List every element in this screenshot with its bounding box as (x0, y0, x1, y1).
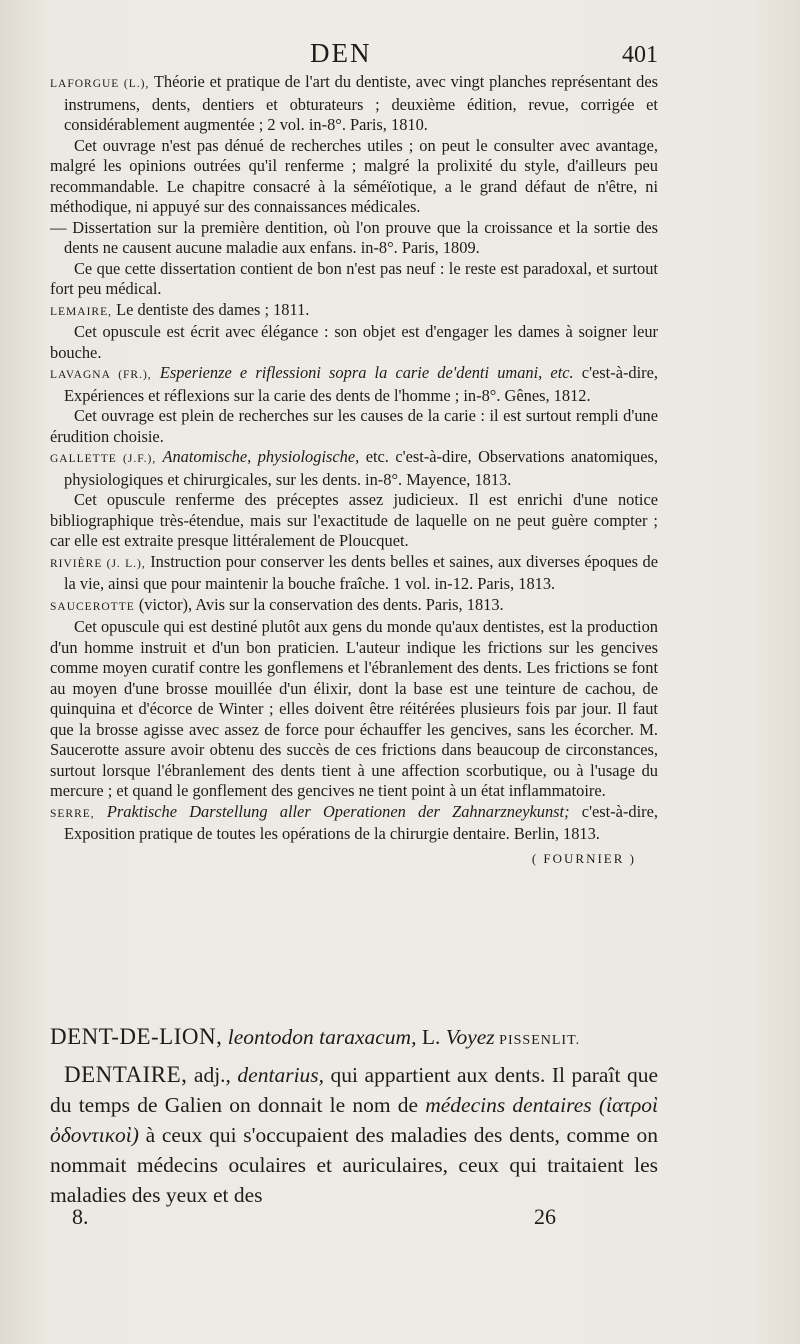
page-number: 401 (622, 42, 658, 68)
author-name: LAFORGUE (L.), (50, 78, 150, 90)
author-name: SAUCEROTTE (50, 600, 135, 613)
page-footer (0, 1204, 800, 1234)
author-signature: ( FOURNIER ) (531, 850, 636, 866)
entry-text: c'est-à-dire, Exposition pratique de toutes les opérations de la chirurgie dentaire. Berlin, 1813. (64, 801, 658, 843)
headword: DENT-DE-LION, (50, 1024, 223, 1049)
entry-lemaire (50, 300, 658, 323)
latin-name: dentarius, (230, 1063, 325, 1087)
entry-text: etc. c'est-à-dire, Observations anatomiques, physiologiques et chirurgicales, sur les dents. in-8°. Mayence, 1813. (64, 447, 658, 489)
definition-text: qui appartient aux dents. Il paraît que du temps de Galien on donnait le nom de (50, 1063, 658, 1117)
entry-text: Le dentiste des dames ; 1811. (111, 299, 310, 319)
entry-dissertation: — Dissertation sur la première dentition, où l'on prouve que la croissance et la sortie des dents ne causent aucune maladie aux enfans. in-8°. Paris, 1809. (50, 217, 658, 257)
entry-text: Instruction pour conserver les dents belles et saines, aux diverses époques de la vie, ainsi que pour maintenir la bouche fraîche. 1 vol. in-12. Paris, 1813. (64, 551, 659, 593)
commentary: Cet ouvrage est plein de recherches sur les causes de la carie : il est surtout rempli d'une érudition choisie. (50, 406, 658, 446)
definition-text: à ceux qui s'occupaient des maladies des dents, comme on nommait médecins oculaires et auriculaires, ceux qui traitaient les maladies des yeux et des (50, 1123, 658, 1207)
entry-riviere (50, 552, 658, 595)
commentary: Cet opuscule renferme des préceptes assez judicieux. Il est enrichi d'une notice bibliographique très-étendue, mais sur l'exactitude de laquelle on ne peut guère compter ; car elle est extraite presque littéralement de Ploucquet. (50, 490, 658, 550)
author-name: RIVIÈRE (J. L.), (50, 557, 146, 570)
entry-serre (50, 802, 658, 845)
entry-dentaire (50, 1060, 658, 1210)
part-of-speech: adj., (187, 1063, 231, 1087)
dictionary-entries (50, 1022, 658, 1210)
author-name: LEMAIRE, (50, 305, 112, 318)
entry-gallette (50, 447, 658, 490)
commentary: Cet opuscule qui est destiné plutôt aux gens du monde qu'aux dentistes, est la production d'un homme instruit et d'un bon praticien. L'auteur indique les frictions sur les gencives comme moyen curatif contre les gonflemens et l'ébranlement des dents. Les frictions se font au moyen d'une brosse mouillée d'un élixir, dont la base est une teinture de cachou, de quinquina et d'écorce de Winter ; elles doivent être réitérées plusieurs fois par jour. Il faut que la brosse agisse avec assez de force pour échauffer les gencives, sans les écorcher. M. Saucerotte assure avoir obtenu des succès de ces frictions dans beaucoup de circonstances, surtout lorsque l'ébranlement des dents tient à une affection scorbutique, ou à l'usage du mercure ; et quand le gonflement des gencives ne tient point à un état inflammatoire. (50, 617, 658, 800)
latin-name: leontodon taraxacum, (222, 1025, 417, 1049)
entry-lavagna (50, 363, 658, 406)
entry-saucerotte (50, 595, 658, 618)
work-title: Anatomische, physiologische, (156, 447, 360, 466)
gathering-number: 26 (534, 1204, 556, 1229)
entry-laforgue (50, 72, 658, 136)
entry-text: Théorie et pratique de l'art du dentiste, avec vingt planches représentant des instrumens, dents, dentiers et obturateurs ; deuxième édition, revue, corrigée et considérablement augmentée ; 2 vol. in-8°. Paris, 1810. (64, 72, 658, 134)
headword: DENTAIRE, (64, 1062, 188, 1087)
running-head: DEN (310, 38, 372, 68)
term: médecins dentaires (418, 1093, 592, 1117)
entry-text: c'est-à-dire, Expériences et réflexions sur la carie des dents de l'homme ; in-8°. Gênes, 1812. (64, 363, 659, 405)
work-title: Praktische Darstellung aller Operationen der Zahnarzneykunst; (94, 801, 570, 821)
entry-dent-de-lion (50, 1022, 658, 1056)
page-header (0, 38, 800, 72)
work-title: Esperienze e riflessioni sopra la carie de'denti umani, etc. (151, 363, 574, 382)
author-name: GALLETTE (J.F.), (50, 453, 157, 465)
bibliography-section (50, 72, 658, 869)
commentary: Ce que cette dissertation contient de bon n'est pas neuf : le reste est paradoxal, et surtout fort peu médical. (50, 258, 658, 298)
entry-text: (victor), Avis sur la conservation des dents. Paris, 1813. (134, 594, 504, 614)
signature-mark: 8. (72, 1204, 89, 1229)
author-name: SERRE, (50, 807, 95, 820)
cross-reference: PISSENLIT. (494, 1033, 581, 1048)
author-name: LAVAGNA (FR.), (50, 369, 152, 381)
abbreviation: L. (416, 1025, 441, 1049)
commentary: Cet ouvrage n'est pas dénué de recherches utiles ; on peut le consulter avec avantage, malgré les opinions outrées qu'il renferme ; malgré la prolixité du style, d'ailleurs peu recommandable. Le chapitre consacré à la séméïotique, a le grand défaut de n'être, ni méthodique, ni appuyé sur des connaissances médicales. (50, 135, 658, 216)
commentary: Cet opuscule est écrit avec élégance : son objet est d'engager les dames à soigner leur bouche. (50, 322, 658, 362)
greek-term: (ἰατροὶ ὀδοντικοὶ) (50, 1093, 658, 1147)
cross-reference-label: Voyez (440, 1025, 495, 1049)
